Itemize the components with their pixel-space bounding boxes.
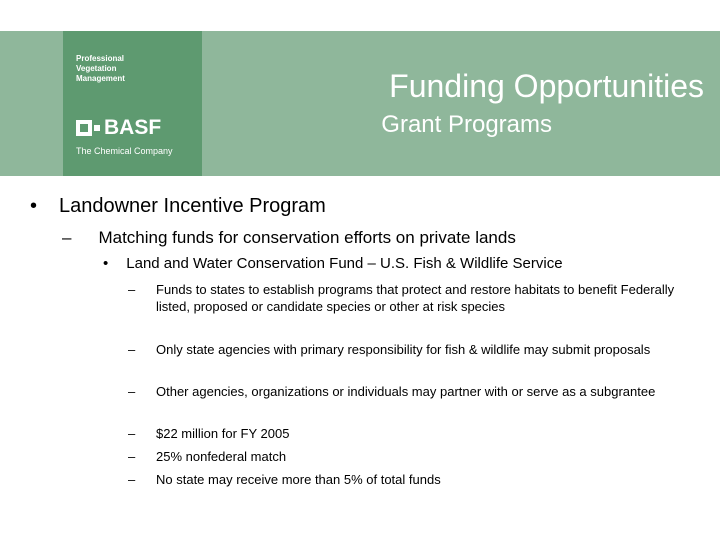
bullet-level-4 [128,425,698,442]
bullet-dash-icon: – [128,384,136,399]
bullet-text: Landowner Incentive Program [59,195,326,217]
bullet-level-1 [30,193,326,219]
bullet-level-4 [128,471,698,488]
bullet-dash-icon: – [62,228,72,247]
basf-squares-icon [76,120,98,136]
bullet-level-2 [62,227,516,249]
logo-line-1: Professional [76,54,125,63]
slide-subtitle: Grant Programs [381,111,552,138]
logo-program-name [76,54,125,84]
bullet-dash-icon: – [128,282,136,297]
bullet-text: Matching funds for conservation efforts on private lands [98,228,516,247]
bullet-text: No state may receive more than 5% of total funds [156,472,441,487]
basf-wordmark: BASF [104,116,162,139]
bullet-dash-icon: – [128,426,136,441]
basf-logo [76,116,162,139]
bullet-level-4 [128,281,698,315]
basf-logo-panel [63,31,202,176]
bullet-level-4 [128,383,698,400]
bullet-text: $22 million for FY 2005 [156,426,290,441]
logo-tagline: The Chemical Company [76,146,173,156]
bullet-text: Funds to states to establish programs that protect and restore habitats to benefit Federally listed, proposed or candidate species or other at risk species [156,282,675,314]
bullet-text: Other agencies, organizations or individuals may partner with or serve as a subgrantee [156,384,656,399]
logo-line-2: Vegetation [76,64,117,73]
bullet-dash-icon: – [128,472,136,487]
bullet-dash-icon: – [128,449,136,464]
bullet-dot-icon: • [103,255,109,272]
bullet-level-4 [128,341,698,358]
bullet-text: Only state agencies with primary responsibility for fish & wildlife may submit proposals [156,342,651,357]
logo-line-3: Management [76,74,125,83]
bullet-text: 25% nonfederal match [156,449,287,464]
bullet-dash-icon: – [128,342,136,357]
slide-title: Funding Opportunities [389,68,704,104]
bullet-level-4 [128,448,698,465]
bullet-level-3 [103,254,563,274]
bullet-text: Land and Water Conservation Fund – U.S. Fish & Wildlife Service [126,255,563,272]
bullet-dot-icon: • [30,195,38,217]
